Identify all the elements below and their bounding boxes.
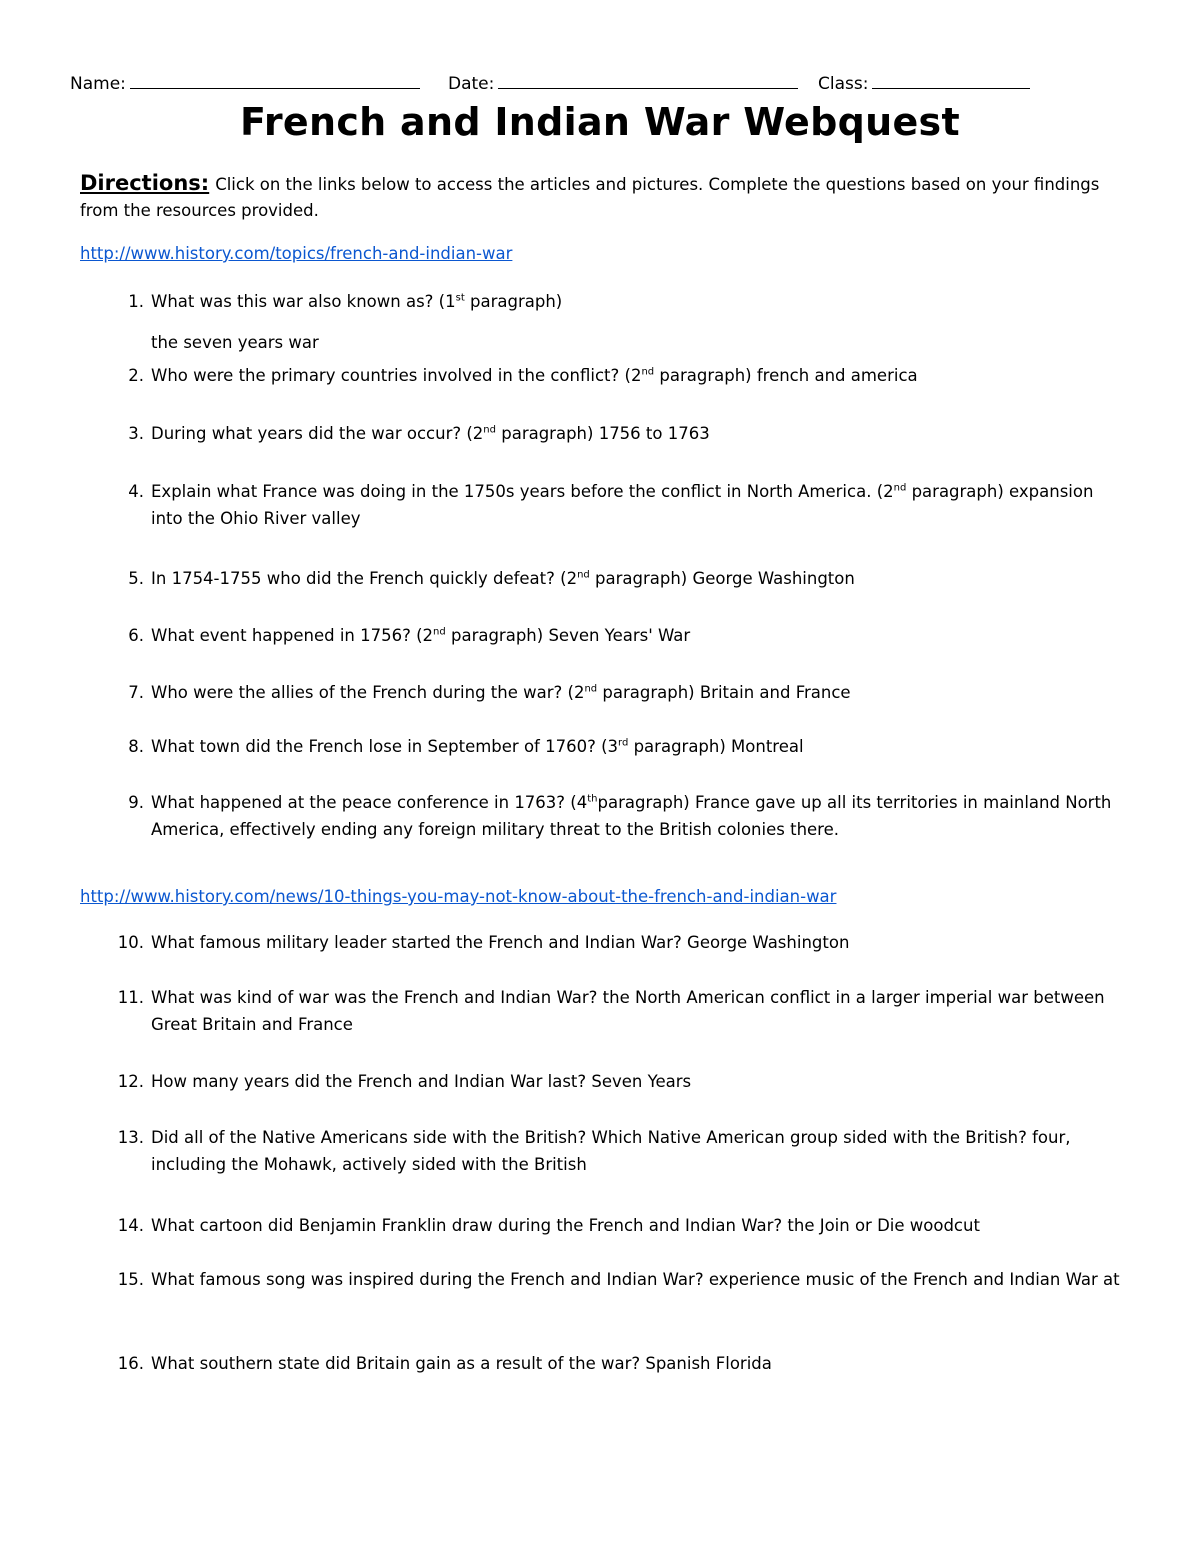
class-field bbox=[818, 74, 1030, 94]
history-news-link[interactable]: http://www.history.com/news/10-things-you-may-not-know-about-the-french-and-indian-war bbox=[80, 887, 837, 906]
page-title: French and Indian War Webquest bbox=[240, 100, 960, 144]
question-5 bbox=[112, 565, 1122, 592]
question-12 bbox=[112, 1068, 1122, 1095]
question-number: 3. bbox=[128, 424, 144, 443]
question-text: How many years did the French and Indian War last? Seven Years bbox=[151, 1072, 692, 1091]
name-blank[interactable] bbox=[130, 74, 420, 89]
directions-label: Directions: bbox=[80, 171, 210, 195]
question-text: What town did the French lose in September of 1760? (3rd paragraph) Montreal bbox=[151, 737, 804, 756]
question-3 bbox=[112, 420, 1122, 447]
question-text: What event happened in 1756? (2nd paragraph) Seven Years' War bbox=[151, 626, 691, 645]
question-number: 12. bbox=[117, 1072, 144, 1091]
question-text: In 1754-1755 who did the French quickly defeat? (2nd paragraph) George Washington bbox=[151, 569, 855, 588]
date-blank[interactable] bbox=[498, 74, 798, 89]
question-number: 14. bbox=[117, 1216, 144, 1235]
directions-block bbox=[80, 170, 1120, 224]
date-label: Date: bbox=[448, 74, 495, 94]
question-text: What southern state did Britain gain as a result of the war? Spanish Florida bbox=[151, 1354, 772, 1373]
answer-1: the seven years war bbox=[151, 333, 319, 352]
question-9 bbox=[112, 789, 1122, 843]
question-number: 4. bbox=[128, 482, 144, 501]
question-11 bbox=[112, 984, 1122, 1038]
question-number: 10. bbox=[117, 933, 144, 952]
class-label: Class: bbox=[818, 74, 869, 94]
question-1 bbox=[112, 288, 1122, 315]
question-text: What was this war also known as? (1st paragraph) bbox=[151, 292, 563, 311]
question-number: 7. bbox=[128, 683, 144, 702]
question-text: What happened at the peace conference in 1763? (4thparagraph) France gave up all its territories in mainland North America, effectively ending any foreign military threat to the British colonies there. bbox=[151, 793, 1112, 839]
question-text: Who were the allies of the French during the war? (2nd paragraph) Britain and France bbox=[151, 683, 851, 702]
question-6 bbox=[112, 622, 1122, 649]
question-text: Explain what France was doing in the 1750s years before the conflict in North America. (2nd paragraph) expansion into the Ohio River valley bbox=[151, 482, 1094, 528]
question-number: 1. bbox=[128, 292, 144, 311]
question-text: Who were the primary countries involved in the conflict? (2nd paragraph) french and america bbox=[151, 366, 918, 385]
question-number: 8. bbox=[128, 737, 144, 756]
question-text: Did all of the Native Americans side with the British? Which Native American group sided with the British? four, including the Mohawk, actively sided with the British bbox=[151, 1128, 1071, 1174]
question-number: 2. bbox=[128, 366, 144, 385]
question-number: 15. bbox=[117, 1270, 144, 1289]
question-13 bbox=[112, 1124, 1122, 1178]
date-field bbox=[448, 74, 798, 94]
question-15 bbox=[112, 1266, 1122, 1293]
question-text: What cartoon did Benjamin Franklin draw during the French and Indian War? the Join or Die woodcut bbox=[151, 1216, 980, 1235]
class-blank[interactable] bbox=[872, 74, 1030, 89]
question-10 bbox=[112, 929, 1122, 956]
question-text: What was kind of war was the French and Indian War? the North American conflict in a larger imperial war between Great Britain and France bbox=[151, 988, 1105, 1034]
question-text: What famous song was inspired during the French and Indian War? experience music of the French and Indian War at bbox=[151, 1270, 1120, 1289]
question-number: 11. bbox=[117, 988, 144, 1007]
question-number: 13. bbox=[117, 1128, 144, 1147]
history-topics-link[interactable]: http://www.history.com/topics/french-and-indian-war bbox=[80, 244, 513, 263]
name-field bbox=[70, 74, 420, 94]
question-number: 16. bbox=[117, 1354, 144, 1373]
question-2 bbox=[112, 362, 1122, 389]
question-14 bbox=[112, 1212, 1122, 1239]
question-16 bbox=[112, 1350, 1122, 1377]
question-8 bbox=[112, 733, 1122, 760]
name-label: Name: bbox=[70, 74, 126, 94]
directions-text: Click on the links below to access the articles and pictures. Complete the questions based on your findings from the resources provided. bbox=[80, 175, 1100, 220]
question-number: 9. bbox=[128, 793, 144, 812]
question-7 bbox=[112, 679, 1122, 706]
question-text: What famous military leader started the French and Indian War? George Washington bbox=[151, 933, 850, 952]
question-text: During what years did the war occur? (2nd paragraph) 1756 to 1763 bbox=[151, 424, 710, 443]
question-4 bbox=[112, 478, 1122, 532]
question-number: 5. bbox=[128, 569, 144, 588]
question-number: 6. bbox=[128, 626, 144, 645]
